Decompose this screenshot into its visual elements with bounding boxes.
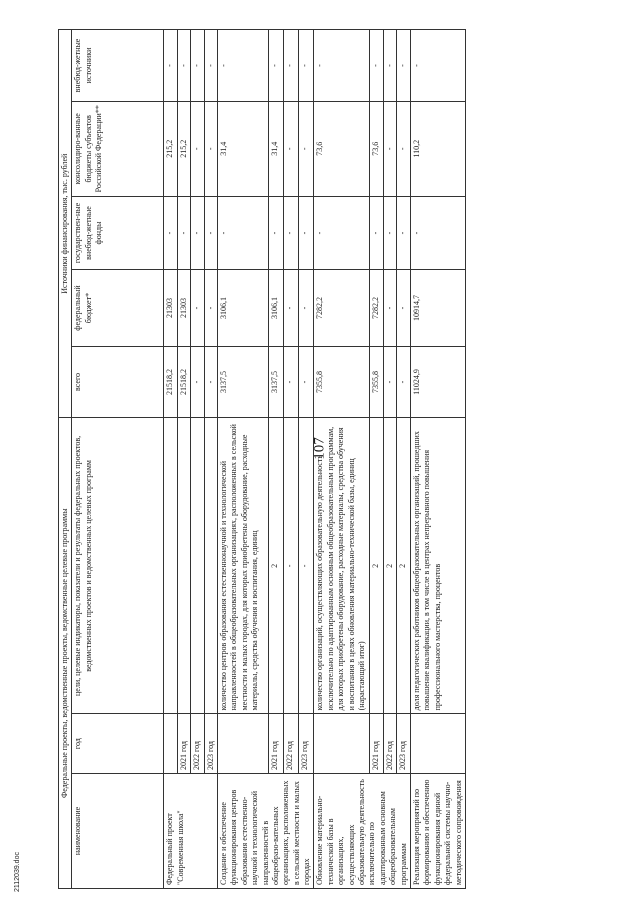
table-row [314, 30, 370, 889]
header-year: год [72, 714, 164, 774]
federal-cell: - [191, 270, 204, 346]
year-cell: 2023 год [299, 714, 314, 774]
consolidated-cell: 110,2 [410, 102, 465, 197]
state-funds-cell: - [217, 196, 268, 270]
extra-cell: - [164, 30, 177, 102]
consolidated-cell: - [283, 102, 298, 197]
total-cell: - [204, 346, 217, 418]
federal-cell: - [299, 270, 314, 346]
rotated-table-container [58, 29, 584, 889]
table-row [370, 30, 384, 889]
total-cell: 21518,2 [177, 346, 190, 418]
year-cell: 2021 год [177, 714, 190, 774]
state-funds-cell: - [204, 196, 217, 270]
federal-cell: 21303 [177, 270, 190, 346]
goal-cell [164, 418, 177, 714]
year-cell: 2023 год [204, 714, 217, 774]
consolidated-cell: 31,4 [268, 102, 283, 197]
goal-value-cell [191, 418, 204, 714]
header-consolidated: консолидиро-ванные бюджеты субъектов Российской Федерации** [72, 102, 164, 197]
extra-cell: - [217, 30, 268, 102]
header-name: наименование [72, 773, 164, 888]
consolidated-cell: - [397, 102, 411, 197]
federal-cell: - [383, 270, 397, 346]
table-row [383, 30, 397, 889]
total-cell: - [383, 346, 397, 418]
extra-cell: - [314, 30, 370, 102]
header-state-funds: государствен-ные внебюд-жетные фонды [72, 196, 164, 270]
table-row [204, 30, 217, 889]
state-funds-cell: - [177, 196, 190, 270]
consolidated-cell: 73,6 [314, 102, 370, 197]
total-cell: 21518,2 [164, 346, 177, 418]
table-row [164, 30, 177, 889]
federal-cell: 10914,7 [410, 270, 465, 346]
header-top: Федеральные проекты, ведомственные проекты, ведомственные целевые программы [59, 418, 72, 889]
state-funds-cell: - [397, 196, 411, 270]
year-cell: 2022 год [283, 714, 298, 774]
consolidated-cell: 215,2 [177, 102, 190, 197]
state-funds-cell: - [283, 196, 298, 270]
consolidated-cell: - [299, 102, 314, 197]
total-cell: - [191, 346, 204, 418]
footer-code: 2112039.doc [14, 852, 21, 892]
year-cell [217, 714, 268, 774]
year-cell [410, 714, 465, 774]
state-funds-cell: - [299, 196, 314, 270]
year-cell: 2022 год [383, 714, 397, 774]
state-funds-cell: - [164, 196, 177, 270]
goal-cell: количество организаций, осуществляющих образовательную деятельность исключительно по адаптированным основным общеобразовательным программам, для которых приобретены оборудование, расходные материалы, средства обучения и воспитания в целях обновления материально-технической базы, единиц (нарастающий итог) [314, 418, 370, 714]
federal-cell: - [283, 270, 298, 346]
year-cell: 2023 год [397, 714, 411, 774]
header-federal: федеральный бюджет* [72, 270, 164, 346]
federal-cell: 7282,2 [370, 270, 384, 346]
year-cell [164, 714, 177, 774]
goal-value-cell: - [283, 418, 298, 714]
extra-cell: - [410, 30, 465, 102]
section-name: Обновление материально-технической базы в организациях, осуществляющих образовательную деятельность исключительно по адаптированным основным общеобразовательным программам [314, 773, 411, 888]
state-funds-cell: - [314, 196, 370, 270]
federal-cell: - [204, 270, 217, 346]
header-funding: Источники финансирования, тыс. рублей [59, 30, 72, 418]
goal-value-cell [177, 418, 190, 714]
consolidated-cell: 73,6 [370, 102, 384, 197]
consolidated-cell: - [383, 102, 397, 197]
federal-cell: 3106,1 [268, 270, 283, 346]
goal-value-cell: 2 [383, 418, 397, 714]
extra-cell: - [283, 30, 298, 102]
federal-cell: 7282,2 [314, 270, 370, 346]
state-funds-cell: - [410, 196, 465, 270]
total-cell: 11024,9 [410, 346, 465, 418]
table-row [177, 30, 190, 889]
table-row [397, 30, 411, 889]
goal-cell: количество центров образования естественнонаучной и технологической направленностей в общеобразовательных организациях, расположенных в сельской местности и малых городах, для которых приобретены оборудование, расходные материалы, средства обучения и воспитания, единиц [217, 418, 268, 714]
consolidated-cell: 31,4 [217, 102, 268, 197]
consolidated-cell: - [204, 102, 217, 197]
goal-value-cell: 2 [268, 418, 283, 714]
goal-value-cell: 2 [370, 418, 384, 714]
goal-value-cell [204, 418, 217, 714]
total-cell: 7355,8 [370, 346, 384, 418]
total-cell: - [283, 346, 298, 418]
header-extra: внебюд-жетные источники [72, 30, 164, 102]
section-name: Создание и обеспечение функционирования центров образования естественно-научной и технологической направленностей в общеобразо-вательных организациях, расположенных в сельской местности и малых городах [217, 773, 314, 888]
total-cell: - [299, 346, 314, 418]
table-row [217, 30, 268, 889]
total-cell: 3137,5 [268, 346, 283, 418]
state-funds-cell: - [370, 196, 384, 270]
table-row [268, 30, 283, 889]
federal-cell: 3106,1 [217, 270, 268, 346]
year-cell: 2022 год [191, 714, 204, 774]
goal-value-cell: 2 [397, 418, 411, 714]
year-cell: 2021 год [268, 714, 283, 774]
federal-cell: - [397, 270, 411, 346]
header-goals: цели, целевые индикаторы, показатели и результаты федеральных проектов, ведомственных проектов и ведомственных целевых программ [72, 418, 164, 714]
year-cell: 2021 год [370, 714, 384, 774]
section-name: Реализация мероприятий по формированию и обеспечению функционирования единой федеральной системы научно-методического сопровождения [410, 773, 465, 888]
extra-cell: - [191, 30, 204, 102]
state-funds-cell: - [268, 196, 283, 270]
extra-cell: - [370, 30, 384, 102]
extra-cell: - [204, 30, 217, 102]
header-total: всего [72, 346, 164, 418]
page-number: 107 [311, 437, 328, 460]
federal-cell: 21303 [164, 270, 177, 346]
extra-cell: - [383, 30, 397, 102]
section-name: Федеральный проект "Современная школа" [164, 773, 218, 888]
table-row [410, 30, 465, 889]
state-funds-cell: - [383, 196, 397, 270]
extra-cell: - [268, 30, 283, 102]
funding-table [58, 29, 466, 889]
consolidated-cell: 215,2 [164, 102, 177, 197]
table-body [164, 30, 466, 889]
table-row [283, 30, 298, 889]
total-cell: 3137,5 [217, 346, 268, 418]
extra-cell: - [397, 30, 411, 102]
goal-cell: доля педагогических работников общеобразовательных организаций, прошедших повышение квалификации, в том числе в центрах непрерывного повышения профессионального мастерства, процентов [410, 418, 465, 714]
state-funds-cell: - [191, 196, 204, 270]
total-cell: - [397, 346, 411, 418]
goal-value-cell: - [299, 418, 314, 714]
table-row [191, 30, 204, 889]
year-cell [314, 714, 370, 774]
table-row [299, 30, 314, 889]
consolidated-cell: - [191, 102, 204, 197]
total-cell: 7355,8 [314, 346, 370, 418]
extra-cell: - [299, 30, 314, 102]
extra-cell: - [177, 30, 190, 102]
